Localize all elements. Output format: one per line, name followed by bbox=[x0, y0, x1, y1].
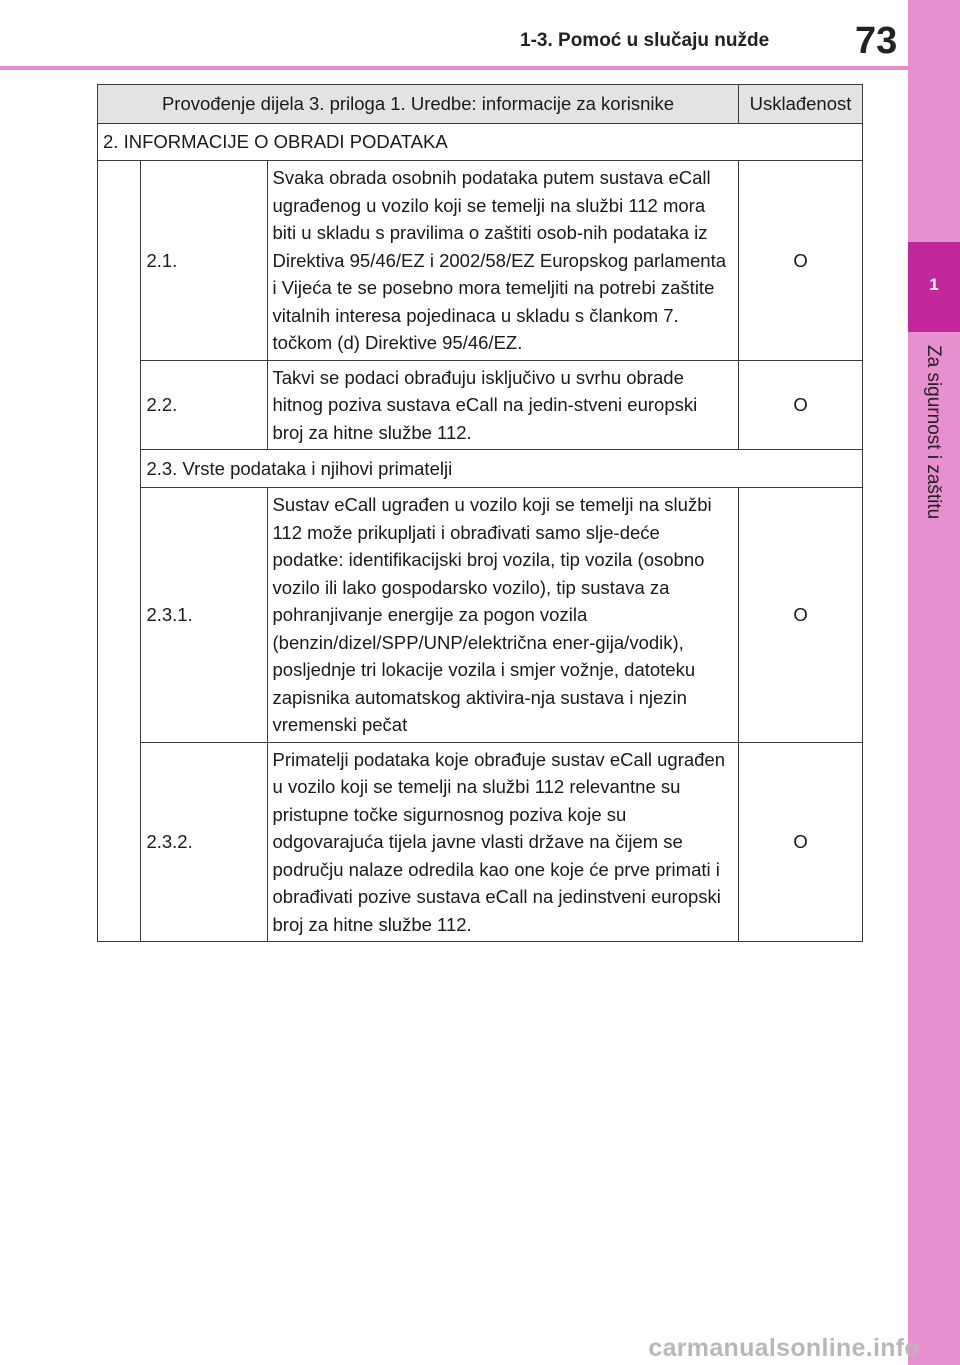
row-id: 2.1. bbox=[141, 161, 267, 361]
chapter-label: Za sigurnost i zaštitu bbox=[923, 345, 944, 520]
subsection-heading-row bbox=[98, 450, 863, 488]
subsection-heading: 2.3. Vrste podataka i njihovi primatelji bbox=[141, 450, 863, 488]
indent-cell bbox=[98, 161, 141, 942]
watermark: carmanualsonline.info bbox=[648, 1334, 920, 1362]
section-heading-row bbox=[98, 124, 863, 161]
table-row bbox=[98, 488, 863, 743]
row-id: 2.3.1. bbox=[141, 488, 267, 743]
row-compliance: O bbox=[739, 488, 863, 743]
chapter-side-tab bbox=[908, 0, 960, 1365]
table-header-row bbox=[98, 85, 863, 124]
row-id: 2.2. bbox=[141, 360, 267, 450]
row-text: Svaka obrada osobnih podataka putem sustava eCall ugrađenog u vozilo koji se temelji na službi 112 mora biti u skladu s pravilima o zaštiti osob-nih podataka iz Direktiva 95/46/EZ i 2002/58/EZ Europskog parlamenta i Vijeća te se posebno mora temeljiti na potrebi zaštite vitalnih interesa pojedinaca u skladu s člankom 7. točkom (d) Direktive 95/46/EZ. bbox=[267, 161, 739, 361]
header-compliance: Usklađenost bbox=[739, 85, 863, 124]
header-requirement: Provođenje dijela 3. priloga 1. Uredbe: informacije za korisnike bbox=[98, 85, 739, 124]
row-text: Takvi se podaci obrađuju isključivo u svrhu obrade hitnog poziva sustava eCall na jedin-stveni europski broj za hitne službe 112. bbox=[267, 360, 739, 450]
row-compliance: O bbox=[739, 360, 863, 450]
row-id: 2.3.2. bbox=[141, 742, 267, 942]
chapter-number: 1 bbox=[929, 275, 939, 294]
row-text: Primatelji podataka koje obrađuje sustav eCall ugrađen u vozilo koji se temelji na službi 112 relevantne su pristupne točke sigurnosnog poziva koje su odgovarajuća tijela javne vlasti države na čijem se području nalaze odredila kao one koje će prve primati i obrađivati pozive sustava eCall na jedinstveni europski broj za hitne službe 112. bbox=[267, 742, 739, 942]
row-compliance: O bbox=[739, 742, 863, 942]
page-number: 73 bbox=[855, 20, 898, 62]
section-heading: 2. INFORMACIJE O OBRADI PODATAKA bbox=[98, 124, 863, 161]
table-row bbox=[98, 742, 863, 942]
header-divider bbox=[0, 66, 908, 70]
table-row bbox=[98, 360, 863, 450]
row-text: Sustav eCall ugrađen u vozilo koji se temelji na službi 112 može prikupljati i obrađivati samo slje-deće podatke: identifikacijski broj vozila, tip vozila (osobno vozilo ili lako gospodarsko vozilo), tip sustava za pohranjivanje energije za pogon vozila (benzin/dizel/SPP/UNP/električna ener-gija/vodik), posljednje tri lokacije vozila i smjer vožnje, datoteku zapisnika automatskog aktivira-nja sustava i njezin vremenski pečat bbox=[267, 488, 739, 743]
compliance-table bbox=[97, 84, 863, 942]
row-compliance: O bbox=[739, 161, 863, 361]
section-title: 1-3. Pomoć u slučaju nužde bbox=[520, 30, 770, 51]
table-row bbox=[98, 161, 863, 361]
